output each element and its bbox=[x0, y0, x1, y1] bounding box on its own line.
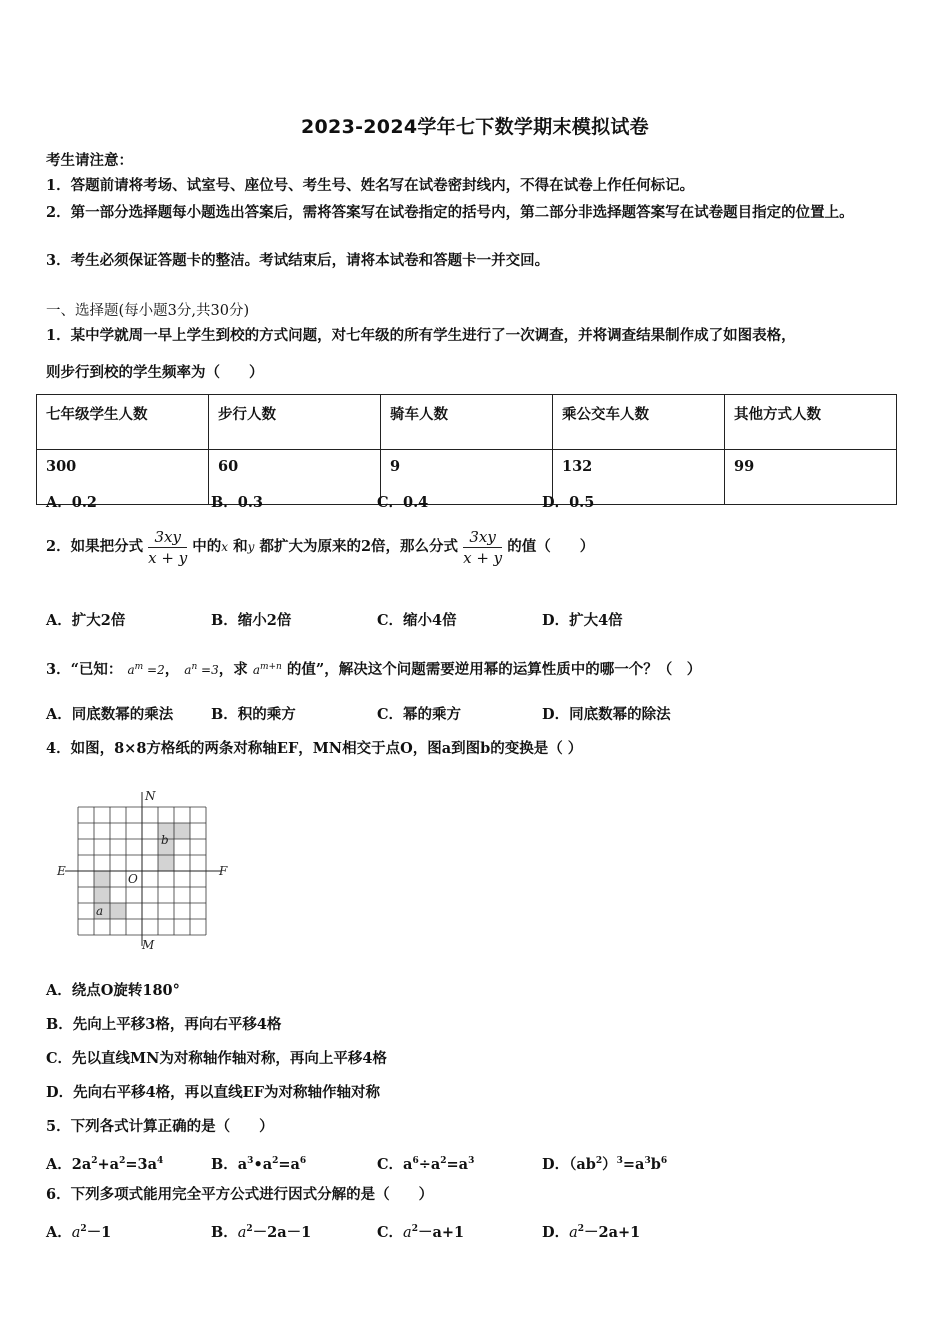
q3-cond2-val: =3 bbox=[197, 663, 219, 677]
label-e: E bbox=[57, 864, 66, 878]
section-heading: 一、选择题(每小题3分,共30分) bbox=[46, 303, 250, 319]
q6-d-label: D． bbox=[542, 1223, 570, 1241]
table-header-row bbox=[37, 395, 897, 450]
table-cell: 60 bbox=[209, 450, 381, 505]
q5-option-a bbox=[46, 1151, 163, 1175]
q3-option-c: C．幂的乘方 bbox=[377, 706, 462, 723]
q5-a-p2: +a bbox=[97, 1155, 120, 1173]
table-header-cell: 骑车人数 bbox=[381, 395, 553, 450]
q5-option-d bbox=[542, 1151, 667, 1175]
q6-c-label: C． bbox=[377, 1223, 404, 1241]
q6-b-rest: －2a－1 bbox=[252, 1223, 312, 1241]
q5-c-p2: ÷a bbox=[418, 1155, 441, 1173]
q6-d-rest: －2a+1 bbox=[584, 1223, 641, 1241]
q3-cond2-exp: n bbox=[191, 662, 198, 672]
q2-stem bbox=[46, 527, 594, 567]
table-header-cell: 七年级学生人数 bbox=[37, 395, 209, 450]
q3-prefix: 3．“已知： bbox=[46, 661, 123, 678]
q1-stem-cont: 则步行到校的学生频率为（ ） bbox=[46, 364, 264, 381]
q6-a-base: a bbox=[71, 1224, 81, 1241]
q1-option-b: B．0.3 bbox=[211, 494, 263, 511]
q3-option-a: A．同底数幂的乘法 bbox=[46, 706, 174, 723]
q4-stem: 4．如图，8×8方格纸的两条对称轴EF，MN相交于点O，图a到图b的变换是（ ） bbox=[46, 740, 583, 757]
q5-d-p5: 3 bbox=[644, 1156, 651, 1166]
q2-option-c: C．缩小4倍 bbox=[377, 612, 457, 629]
q5-a-p1: 2 bbox=[91, 1156, 98, 1166]
q5-c-p4: =a bbox=[446, 1155, 469, 1173]
q5-b-label: B． bbox=[211, 1155, 238, 1173]
q6-b-label: B． bbox=[211, 1223, 238, 1241]
q6-b-base: a bbox=[237, 1224, 247, 1241]
q3-cond1 bbox=[128, 663, 165, 677]
q5-a-p5: 4 bbox=[156, 1156, 164, 1166]
q2-suffix: 的值（ ） bbox=[507, 538, 595, 555]
q3-option-d: D．同底数幂的除法 bbox=[542, 706, 671, 723]
q5-d-p1: 2 bbox=[595, 1156, 603, 1166]
notice-item-1: 1．答题前请将考场、试室号、座位号、考生号、姓名写在试卷密封线内，不得在试卷上作任何标记。 bbox=[46, 177, 695, 194]
q2-var-y: y bbox=[247, 540, 255, 554]
q5-c-p0: a bbox=[403, 1155, 413, 1173]
q3-option-b: B．积的乘方 bbox=[211, 706, 296, 723]
q1-stem: 1．某中学就周一早上学生到校的方式问题，对七年级的所有学生进行了一次调查，并将调查结果制作成了如图表格， bbox=[46, 327, 796, 344]
q3-cond2-base: a bbox=[184, 663, 192, 677]
q4-option-a: A．绕点O旋转180° bbox=[46, 982, 180, 999]
q5-b-p0: a bbox=[237, 1155, 248, 1173]
q6-option-a bbox=[46, 1219, 111, 1243]
page-title: 2023-2024学年七下数学期末模拟试卷 bbox=[301, 116, 649, 138]
q3-target-exp: m+n bbox=[259, 662, 282, 672]
table-cell: 9 bbox=[381, 450, 553, 505]
q5-c-label: C． bbox=[377, 1155, 404, 1173]
q2-prefix: 2．如果把分式 bbox=[46, 538, 144, 555]
q5-d-p0: （ab bbox=[569, 1155, 596, 1173]
q5-d-p7: 6 bbox=[660, 1156, 668, 1166]
q6-a-exp: 2 bbox=[80, 1224, 87, 1234]
table-cell: 99 bbox=[725, 450, 897, 505]
q2-var-x: x bbox=[221, 540, 229, 554]
q3-cond1-base: a bbox=[127, 663, 135, 677]
q5-stem: 5．下列各式计算正确的是（ ） bbox=[46, 1118, 274, 1135]
label-a: a bbox=[96, 904, 104, 918]
q2-fraction-2 bbox=[463, 528, 502, 567]
label-n: N bbox=[145, 789, 156, 803]
q2-option-b: B．缩小2倍 bbox=[211, 612, 292, 629]
q2-frac2-num: 3xy bbox=[463, 528, 502, 548]
q6-b-exp: 2 bbox=[246, 1224, 253, 1234]
q2-mid3: 都扩大为原来的2倍，那么分式 bbox=[259, 538, 459, 555]
q6-option-c bbox=[377, 1219, 464, 1243]
q2-frac2-den: x + y bbox=[463, 548, 503, 567]
q3-sep: ， bbox=[164, 661, 180, 678]
q5-d-p4: =a bbox=[622, 1155, 645, 1173]
q6-c-exp: 2 bbox=[411, 1224, 418, 1234]
q5-option-c bbox=[377, 1151, 474, 1175]
table-header-cell: 步行人数 bbox=[209, 395, 381, 450]
q5-b-p2: •a bbox=[253, 1155, 273, 1173]
q1-option-c: C．0.4 bbox=[377, 494, 429, 511]
q2-fraction bbox=[148, 528, 187, 567]
table-cell: 300 bbox=[37, 450, 209, 505]
grid-figure bbox=[55, 786, 240, 956]
q3-suffix: 的值”，解决这个问题需要逆用幂的运算性质中的哪一个？（ ） bbox=[286, 661, 702, 678]
q2-mid2: 和 bbox=[233, 538, 248, 555]
q3-cond1-exp: m bbox=[134, 662, 144, 672]
q3-ask: ，求 bbox=[218, 661, 248, 678]
q2-frac-num: 3xy bbox=[148, 528, 187, 548]
q3-target bbox=[253, 663, 282, 677]
q2-option-d: D．扩大4倍 bbox=[542, 612, 623, 629]
table-cell: 132 bbox=[553, 450, 725, 505]
q6-c-rest: －a+1 bbox=[417, 1223, 465, 1241]
q5-d-p6: b bbox=[650, 1155, 661, 1173]
q5-b-p5: 6 bbox=[299, 1156, 307, 1166]
table-row bbox=[37, 450, 897, 505]
q5-d-p2: ） bbox=[602, 1155, 617, 1173]
q2-frac-den: x + y bbox=[148, 548, 188, 567]
q6-option-b bbox=[211, 1219, 311, 1243]
table-header-cell: 乘公交车人数 bbox=[553, 395, 725, 450]
q5-a-p4: =3a bbox=[125, 1155, 157, 1173]
q4-option-d: D．先向右平移4格，再以直线EF为对称轴作轴对称 bbox=[46, 1084, 381, 1101]
q2-mid1: 中的 bbox=[192, 538, 222, 555]
q4-option-c: C．先以直线MN为对称轴作轴对称，再向上平移4格 bbox=[46, 1050, 387, 1067]
q5-b-p1: 3 bbox=[247, 1156, 254, 1166]
q3-target-base: a bbox=[252, 663, 260, 677]
q3-cond1-val: =2 bbox=[143, 663, 165, 677]
q5-a-label: A． bbox=[46, 1155, 72, 1173]
label-b: b bbox=[161, 833, 169, 847]
q1-option-a: A．0.2 bbox=[46, 494, 97, 511]
table-header-cell: 其他方式人数 bbox=[725, 395, 897, 450]
q5-a-p3: 2 bbox=[119, 1156, 126, 1166]
q4-option-b: B．先向上平移3格，再向右平移4格 bbox=[46, 1016, 282, 1033]
label-o: O bbox=[128, 872, 138, 886]
q5-d-p3: 3 bbox=[616, 1156, 623, 1166]
q5-a-p0: 2a bbox=[71, 1155, 92, 1173]
label-f: F bbox=[219, 864, 228, 878]
label-m: M bbox=[142, 938, 155, 952]
q6-a-label: A． bbox=[46, 1223, 72, 1241]
q6-a-rest: －1 bbox=[86, 1223, 112, 1241]
q6-stem: 6．下列多项式能用完全平方公式进行因式分解的是（ ） bbox=[46, 1186, 434, 1203]
q3-stem bbox=[46, 651, 701, 686]
q6-option-d bbox=[542, 1219, 640, 1243]
notice-heading: 考生请注意： bbox=[46, 152, 133, 169]
q2-option-a: A．扩大2倍 bbox=[46, 612, 126, 629]
q6-c-base: a bbox=[403, 1224, 412, 1241]
q6-d-exp: 2 bbox=[577, 1224, 584, 1234]
q1-option-d: D．0.5 bbox=[542, 494, 595, 511]
q5-c-p1: 6 bbox=[412, 1156, 419, 1166]
q5-c-p3: 2 bbox=[440, 1156, 447, 1166]
notice-item-2: 2．第一部分选择题每小题选出答案后，需将答案写在试卷指定的括号内，第二部分非选择题答案写在试卷题目指定的位置上。 bbox=[46, 204, 854, 221]
q6-d-base: a bbox=[569, 1224, 578, 1241]
survey-table bbox=[36, 394, 897, 505]
q5-d-label: D． bbox=[542, 1155, 570, 1173]
q5-c-p5: 3 bbox=[468, 1156, 475, 1166]
notice-item-3: 3．考生必须保证答题卡的整洁。考试结束后，请将本试卷和答题卡一并交回。 bbox=[46, 252, 550, 269]
q3-cond2 bbox=[184, 663, 218, 677]
q5-b-p4: =a bbox=[278, 1155, 300, 1173]
q5-option-b bbox=[211, 1151, 306, 1175]
q5-b-p3: 2 bbox=[272, 1156, 279, 1166]
